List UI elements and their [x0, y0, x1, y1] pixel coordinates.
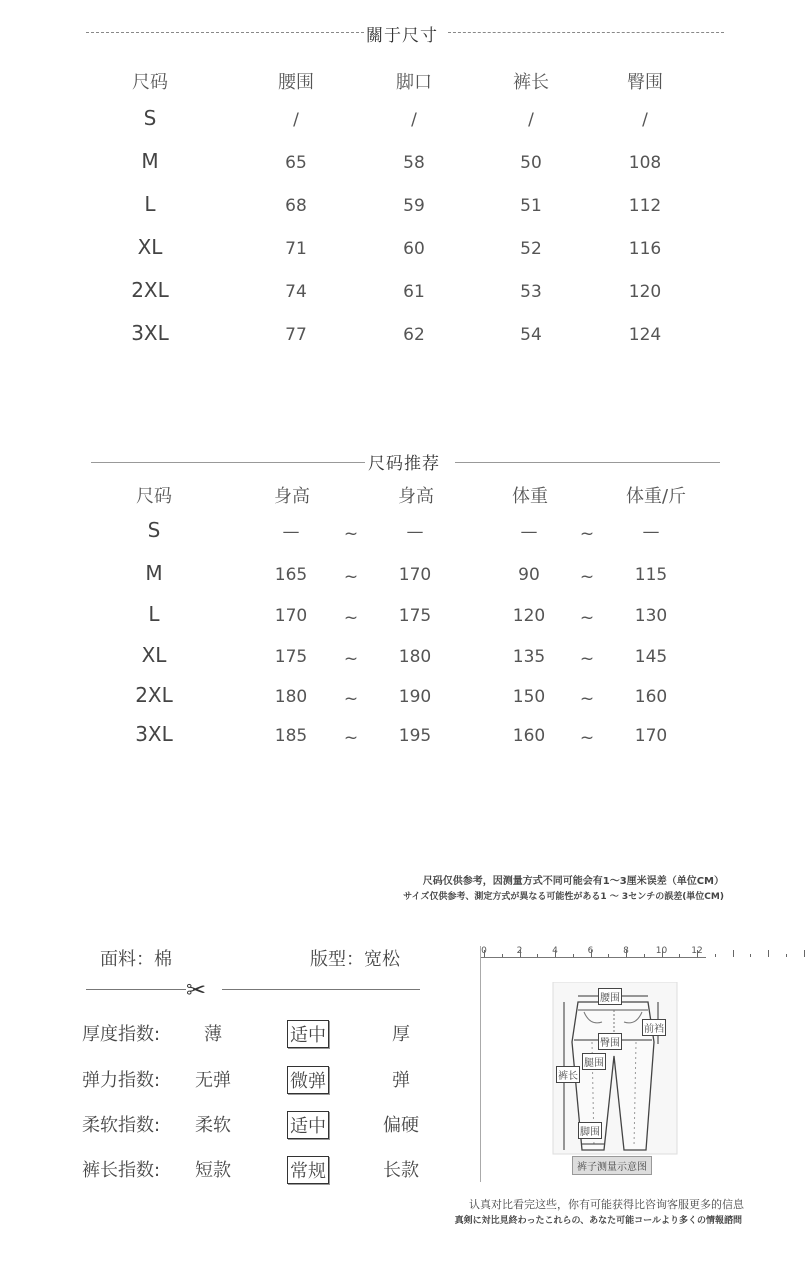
index-option: 柔软: [195, 1115, 231, 1136]
table-header: 尺码: [136, 486, 172, 507]
index-option-selected: 适中: [287, 1020, 329, 1048]
table-cell: 68: [285, 196, 307, 216]
table-cell: —: [406, 522, 424, 542]
ruler-tick: [555, 950, 556, 957]
size-label: 2XL: [131, 278, 169, 302]
index-label: 厚度指数:: [82, 1024, 161, 1045]
ruler-tick: [626, 950, 627, 957]
table-cell: /: [293, 110, 299, 130]
size-label: M: [141, 149, 159, 173]
table-cell: 124: [628, 325, 662, 345]
section1-divider-right: [448, 32, 724, 33]
scissors-icon: ✂: [186, 976, 207, 1004]
note-jp: サイズ仅供参考、測定方式が異なる可能性がある1 ～ 3センチの誤差(単位CM): [403, 892, 724, 902]
table-cell: 77: [285, 325, 307, 345]
index-option: 弹: [392, 1070, 410, 1091]
fabric-fit: 版型：宽松: [310, 949, 400, 970]
ruler-number: 12: [691, 946, 703, 956]
index-option: 薄: [204, 1024, 222, 1045]
table-cell: /: [411, 110, 417, 130]
table-cell: 74: [285, 282, 307, 302]
size-label: S: [147, 518, 161, 542]
label-hip: 臀围: [598, 1033, 622, 1050]
index-option: 厚: [392, 1024, 410, 1045]
tilde: ~: [579, 728, 595, 748]
index-option-selected: 微弹: [287, 1066, 329, 1094]
table-cell: 58: [403, 153, 425, 173]
tilde: ~: [343, 689, 359, 709]
size-label: XL: [141, 643, 167, 667]
table-cell: 175: [274, 647, 308, 667]
table-cell: 51: [520, 196, 542, 216]
table-cell: 61: [403, 282, 425, 302]
table-cell: 160: [634, 687, 668, 707]
table-cell: 175: [398, 606, 432, 626]
table-cell: 180: [398, 647, 432, 667]
cut-line-left: [86, 989, 186, 990]
table-cell: /: [528, 110, 534, 130]
section1-divider-left: [86, 32, 364, 33]
tilde: ~: [579, 649, 595, 669]
tilde: ~: [343, 649, 359, 669]
tilde: ~: [343, 608, 359, 628]
table-cell: 108: [628, 153, 662, 173]
size-label: 3XL: [131, 321, 169, 345]
tilde: ~: [579, 608, 595, 628]
table-cell: 90: [518, 565, 540, 585]
section2-divider-left: [91, 462, 365, 463]
ruler: [480, 957, 706, 958]
ruler-tick: [573, 954, 574, 957]
table-cell: 120: [628, 282, 662, 302]
ruler-number: 0: [481, 946, 487, 956]
label-front-rise: 前裆: [642, 1019, 666, 1036]
table-header: 体重/斤: [625, 486, 687, 507]
table-header: 腰围: [278, 72, 314, 93]
ruler-tick: [608, 954, 609, 957]
ruler-tick: [768, 950, 769, 957]
index-option: 偏硬: [383, 1115, 419, 1136]
table-cell: 54: [520, 325, 542, 345]
table-cell: 145: [634, 647, 668, 667]
ruler-tick: [786, 954, 787, 957]
table-cell: 60: [403, 239, 425, 259]
index-label: 柔软指数:: [82, 1115, 161, 1136]
size-label: M: [145, 561, 163, 585]
diagram-caption: 裤子测量示意图: [572, 1156, 652, 1175]
table-cell: —: [282, 522, 300, 542]
label-length: 裤长: [556, 1066, 580, 1083]
ruler-tick: [502, 954, 503, 957]
table-cell: 160: [512, 726, 546, 746]
table-cell: —: [520, 522, 538, 542]
ruler-tick: [750, 954, 751, 957]
label-hem: 脚围: [578, 1122, 602, 1139]
ruler-tick: [537, 954, 538, 957]
ruler-tick: [520, 950, 521, 957]
table-cell: 120: [512, 606, 546, 626]
table-cell: 185: [274, 726, 308, 746]
footer-jp: 真剣に対比見終わったこれらの、あなた可能コールより多くの情報諮問: [454, 1216, 742, 1226]
note-cn: 尺码仅供参考，因测量方式不同可能会有1～3厘米误差（单位CM）: [422, 876, 724, 887]
index-option: 短款: [195, 1160, 231, 1181]
table-cell: /: [642, 110, 648, 130]
index-option-selected: 适中: [287, 1111, 329, 1139]
tilde: ~: [579, 567, 595, 587]
size-label: L: [144, 192, 156, 216]
section2-title: 尺码推荐: [368, 454, 440, 474]
ruler-tick: [715, 954, 716, 957]
table-cell: 130: [634, 606, 668, 626]
table-cell: 53: [520, 282, 542, 302]
size-label: L: [148, 602, 160, 626]
size-label: 3XL: [135, 722, 173, 746]
cut-line-right: [222, 989, 420, 990]
table-cell: 115: [634, 565, 668, 585]
footer-cn: 认真对比看完这些，你有可能获得比咨询客服更多的信息: [469, 1198, 744, 1211]
table-header: 身高: [398, 486, 434, 507]
ruler-tick: [484, 950, 485, 957]
tilde: ~: [579, 689, 595, 709]
size-label: XL: [137, 235, 163, 259]
index-option: 长款: [383, 1160, 419, 1181]
ruler-number: 4: [552, 946, 558, 956]
table-cell: 150: [512, 687, 546, 707]
table-cell: 62: [403, 325, 425, 345]
size-label: S: [143, 106, 157, 130]
ruler-tick: [662, 950, 663, 957]
table-cell: 170: [398, 565, 432, 585]
tilde: ~: [579, 524, 595, 544]
index-option-selected: 常规: [287, 1156, 329, 1184]
table-header: 体重: [512, 486, 548, 507]
section2-divider-right: [455, 462, 720, 463]
table-cell: 52: [520, 239, 542, 259]
table-cell: 180: [274, 687, 308, 707]
ruler-tick: [733, 950, 734, 957]
table-cell: 165: [274, 565, 308, 585]
table-header: 臀围: [627, 72, 663, 93]
ruler-number: 8: [623, 946, 629, 956]
ruler-number: 10: [655, 946, 668, 956]
table-cell: 50: [520, 153, 542, 173]
table-cell: 116: [628, 239, 662, 259]
table-header: 裤长: [513, 72, 549, 93]
table-header: 脚口: [396, 72, 432, 93]
index-label: 裤长指数:: [82, 1160, 161, 1181]
ruler-tick: [591, 950, 592, 957]
table-cell: 170: [274, 606, 308, 626]
table-cell: —: [642, 522, 660, 542]
table-cell: 112: [628, 196, 662, 216]
table-header: 尺码: [132, 72, 168, 93]
table-cell: 59: [403, 196, 425, 216]
table-cell: 170: [634, 726, 668, 746]
size-label: 2XL: [135, 683, 173, 707]
tilde: ~: [343, 728, 359, 748]
table-cell: 65: [285, 153, 307, 173]
ruler-tick: [644, 954, 645, 957]
ruler-tick: [697, 950, 698, 957]
tilde: ~: [343, 567, 359, 587]
ruler-number: 6: [587, 946, 594, 956]
index-option: 无弹: [195, 1070, 231, 1091]
table-cell: 135: [512, 647, 546, 667]
table-header: 身高: [274, 486, 310, 507]
table-cell: 190: [398, 687, 432, 707]
fabric-material: 面料：棉: [100, 949, 172, 970]
index-label: 弹力指数:: [82, 1070, 161, 1091]
ruler-number: 2: [516, 946, 523, 956]
ruler-tick: [804, 950, 805, 957]
ruler-tick: [679, 954, 680, 957]
table-cell: 195: [398, 726, 432, 746]
section1-title: 關于尺寸: [366, 26, 438, 46]
label-thigh: 腿围: [582, 1053, 606, 1070]
ruler-vertical-line: [480, 946, 481, 1182]
label-waist: 腰围: [598, 988, 622, 1005]
tilde: ~: [343, 524, 359, 544]
table-cell: 71: [285, 239, 307, 259]
